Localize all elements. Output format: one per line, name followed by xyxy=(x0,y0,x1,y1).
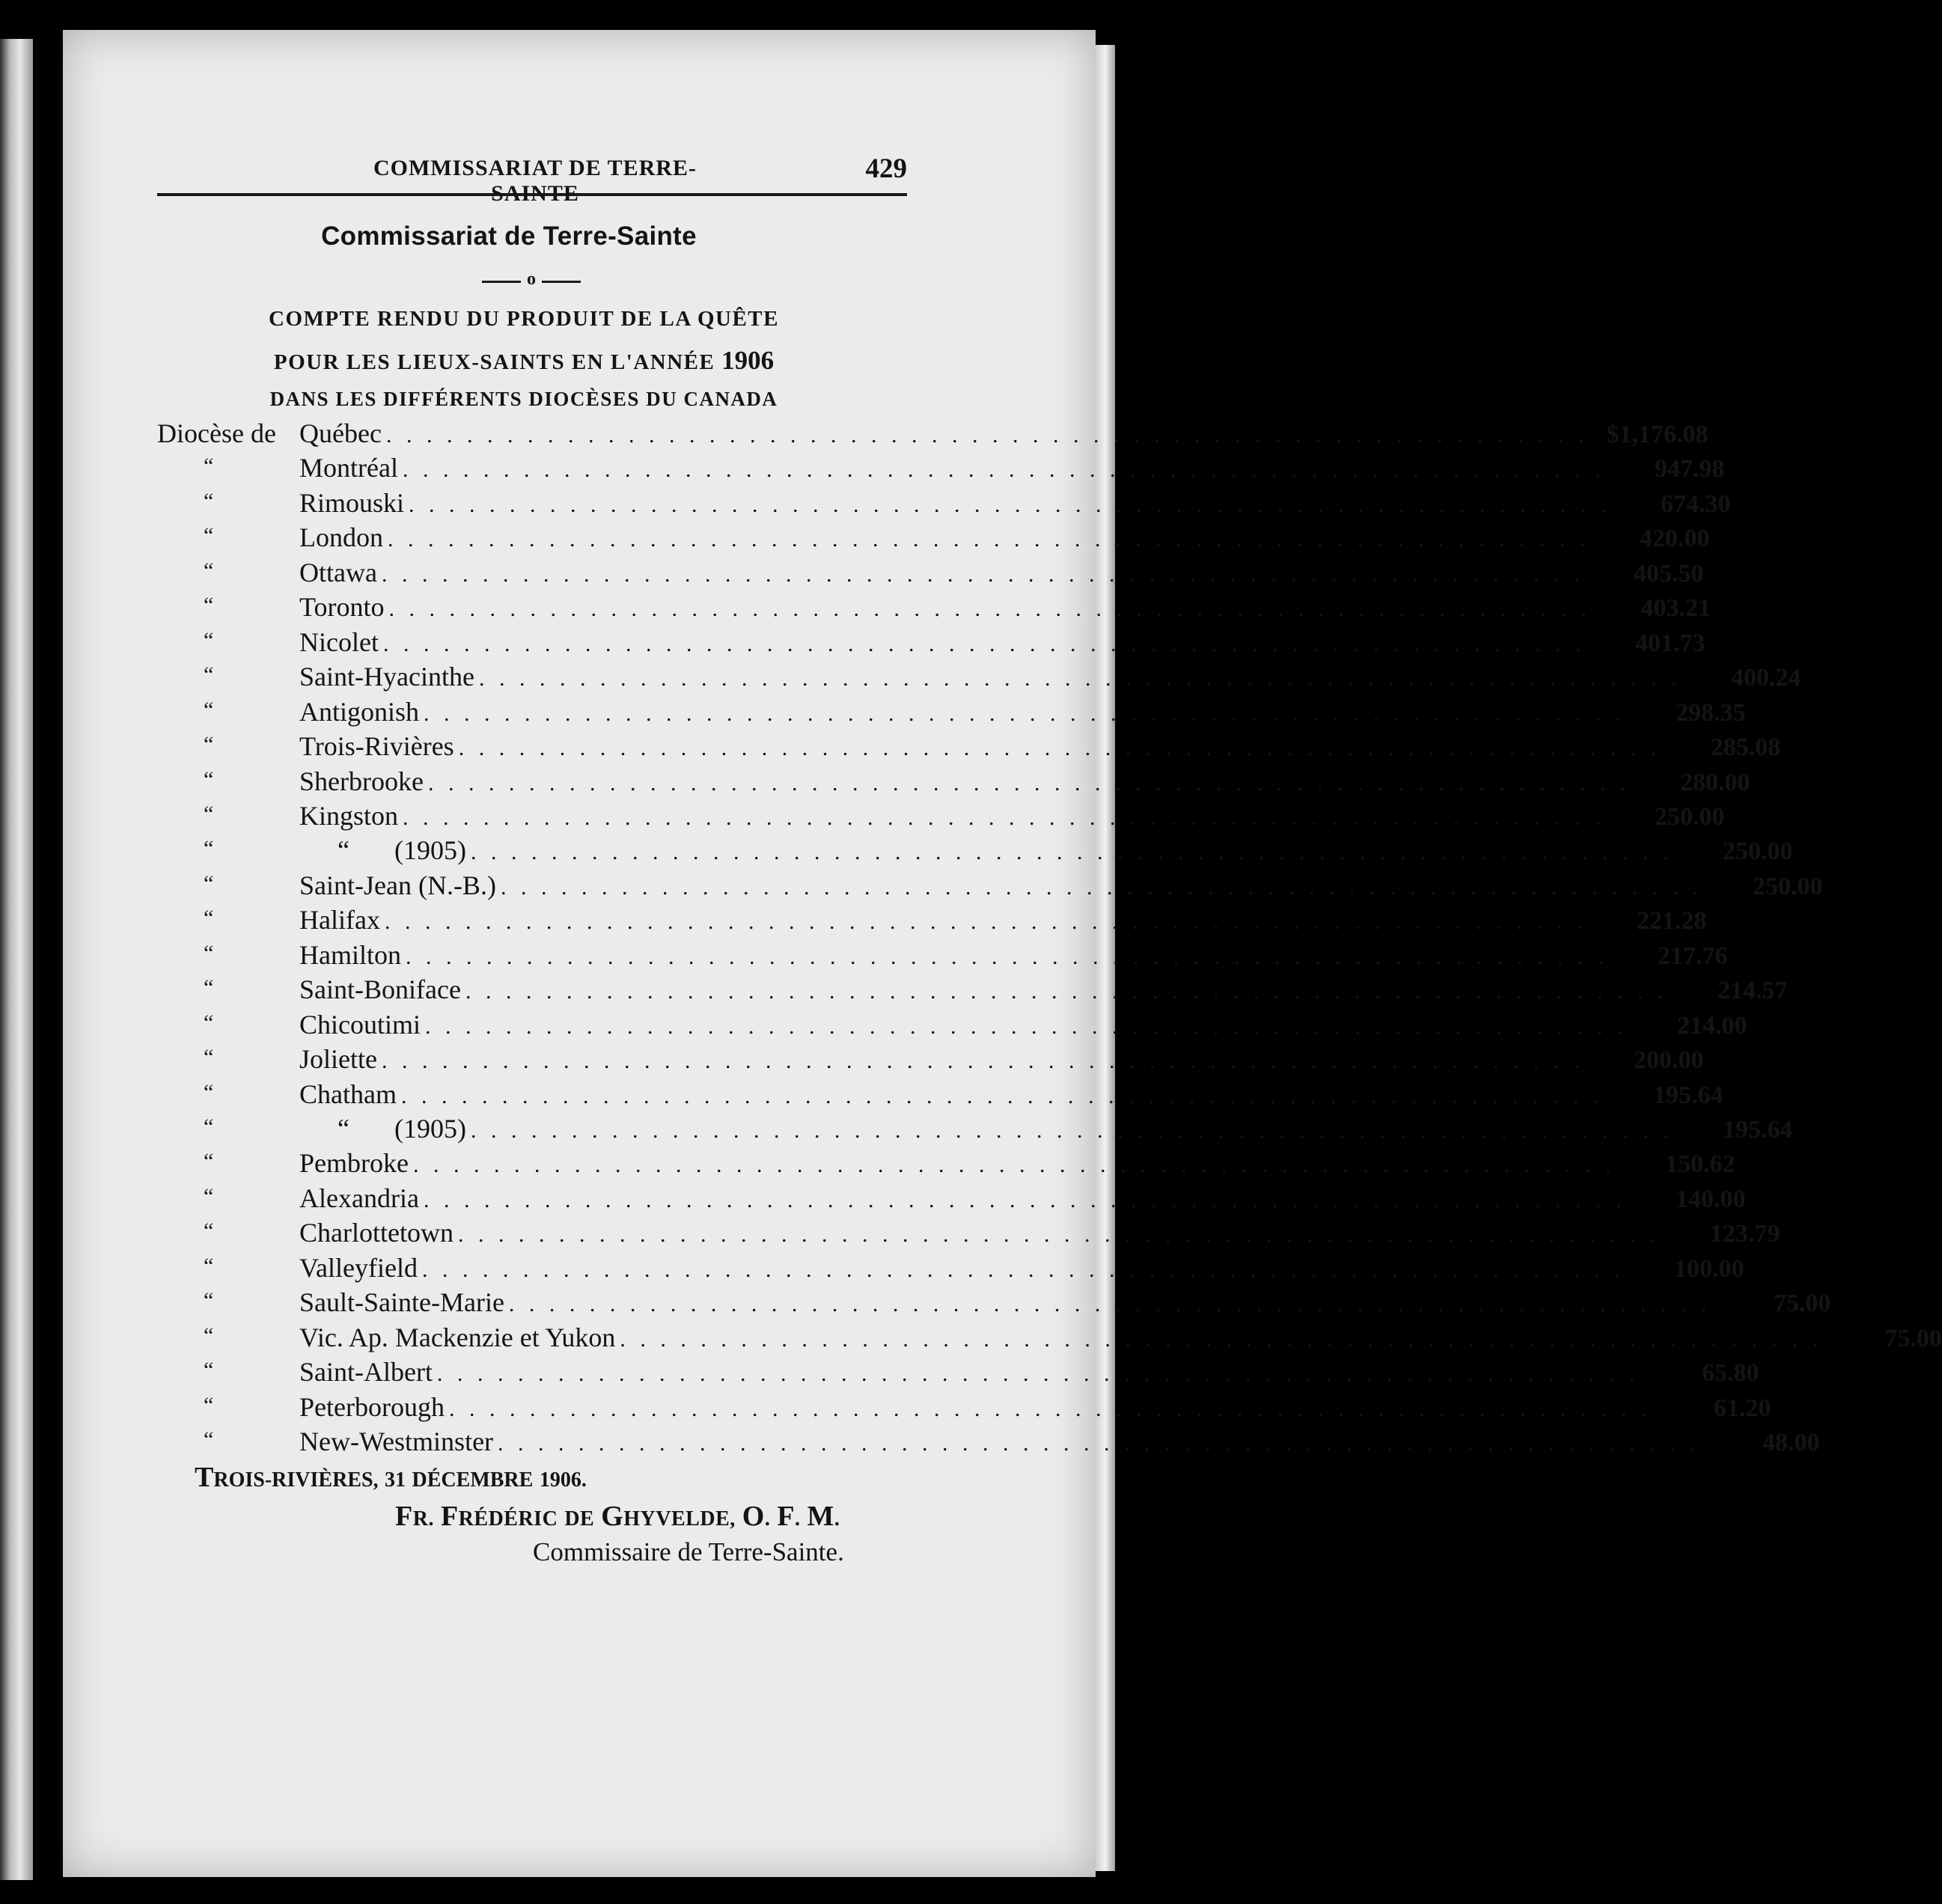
signature: FR. FRÉDÉRIC DE GHYVELDE, O. F. M. xyxy=(395,1501,840,1532)
diocese-name xyxy=(299,833,466,867)
diocese-name: Vic. Ap. Mackenzie et Yukon xyxy=(299,1322,616,1352)
subheading-year: 1906 xyxy=(721,346,775,375)
row-entry xyxy=(299,868,1823,905)
diocese-name: Chicoutimi xyxy=(299,1009,421,1040)
table-row xyxy=(157,451,1725,485)
amount: 217.76 xyxy=(1657,942,1728,970)
signature-title: Commissaire de Terre-Sainte. xyxy=(533,1537,844,1566)
table-row xyxy=(157,1215,1780,1250)
row-entry xyxy=(299,1007,1747,1044)
table-row xyxy=(157,695,1746,729)
ditto-mark: “ xyxy=(204,1253,214,1278)
divider-rule-left xyxy=(482,281,521,283)
ditto-mark: “ xyxy=(204,558,214,583)
amount: 250.00 xyxy=(1752,872,1823,900)
dot-leader: . . . . . . . . . . . . . . . . . . . . . . . . . . . . . . . . . . . . . . . . . . . . . . . . . . . . . . . . . . . . xyxy=(470,840,1673,865)
amount: 140.00 xyxy=(1675,1185,1746,1213)
ditto-mark: “ xyxy=(204,1218,214,1244)
diocese-name: Charlottetown xyxy=(299,1218,454,1248)
ditto-mark: “ xyxy=(204,1079,214,1105)
row-entry xyxy=(299,1355,1759,1391)
amount: 947.98 xyxy=(1654,455,1725,483)
dot-leader: . . . . . . . . . . . . . . . . . . . . . . . . . . . . . . . . . . . . . . . . . . . . . . . . . . . . . . . . . . . . xyxy=(388,527,1590,552)
diocese-name: Toronto xyxy=(299,592,385,623)
ditto-mark: “ xyxy=(204,732,214,757)
row-entry xyxy=(299,729,1781,766)
row-entry xyxy=(299,1111,1793,1148)
row-entry xyxy=(299,1251,1744,1287)
diocese-name: Montréal xyxy=(299,453,398,483)
diocese-name: London xyxy=(299,522,383,553)
row-entry xyxy=(299,659,1801,696)
row-entry xyxy=(299,486,1731,522)
divider-circle: o xyxy=(527,269,536,289)
amount: 214.00 xyxy=(1677,1011,1747,1040)
ditto-mark: “ xyxy=(204,836,214,861)
dot-leader: . . . . . . . . . . . . . . . . . . . . . . . . . . . . . . . . . . . . . . . . . . . . . . . . . . . . . . . . . . . . xyxy=(465,979,1668,1004)
table-row xyxy=(157,1007,1747,1042)
ditto-mark: “ xyxy=(204,662,214,688)
divider-rule-right xyxy=(542,281,581,283)
subheading-line-1: COMPTE RENDU DU PRODUIT DE LA QUÊTE xyxy=(269,307,779,331)
amount: 195.64 xyxy=(1652,1081,1723,1109)
dot-leader: . . . . . . . . . . . . . . . . . . . . . . . . . . . . . . . . . . . . . . . . . . . . . . . . . . . . . . . . . . . . xyxy=(458,736,1661,761)
dot-leader: . . . . . . . . . . . . . . . . . . . . . . . . . . . . . . . . . . . . . . . . . . . . . . . . . . . . . . . . . . . . xyxy=(388,596,1591,622)
amount: 75.00 xyxy=(1773,1290,1831,1318)
dot-leader: . . . . . . . . . . . . . . . . . . . . . . . . . . . . . . . . . . . . . . . . . . . . . . . . . . . . . . . . . . . . xyxy=(421,1257,1625,1282)
ditto-mark: “ xyxy=(204,975,214,1001)
table-row xyxy=(157,764,1750,799)
ditto-mark: “ xyxy=(204,906,214,931)
table-row xyxy=(157,729,1781,763)
row-entry xyxy=(299,938,1728,974)
dot-leader: . . . . . . . . . . . . . . . . . . . . . . . . . . . . . . . . . . . . . . . . . . . . . . . . . . . . . . . . . . . . xyxy=(470,1118,1673,1143)
amount: 298.35 xyxy=(1676,698,1746,727)
ditto-mark: “ xyxy=(204,697,214,722)
table-row xyxy=(157,590,1711,624)
row-entry xyxy=(299,1077,1723,1114)
dot-leader: . . . . . . . . . . . . . . . . . . . . . . . . . . . . . . . . . . . . . . . . . . . . . . . . . . . . . . . . . . . . xyxy=(403,805,1605,830)
ditto-mark: “ xyxy=(204,1392,214,1418)
table-row xyxy=(157,659,1801,694)
ditto-mark: “ xyxy=(204,1010,214,1035)
dot-leader: . . . . . . . . . . . . . . . . . . . . . . . . . . . . . . . . . . . . . . . . . . . . . . . . . . . . . . . . . . . . xyxy=(402,457,1605,483)
row-entry xyxy=(299,1215,1780,1252)
diocese-name: Kingston xyxy=(299,800,399,831)
amount: 280.00 xyxy=(1679,768,1750,796)
row-entry xyxy=(299,1042,1704,1078)
row-entry xyxy=(299,520,1710,557)
dot-leader: . . . . . . . . . . . . . . . . . . . . . . . . . . . . . . . . . . . . . . . . . . . . . . . . . . . . . . . . . . . . xyxy=(498,1431,1700,1456)
amount: $1,176.08 xyxy=(1606,421,1709,448)
section-heading: Commissariat de Terre-Sainte xyxy=(321,222,697,251)
amount: 75.00 xyxy=(1884,1324,1942,1352)
table-row xyxy=(157,1181,1746,1215)
amount: 674.30 xyxy=(1661,489,1731,518)
ditto-mark: “ xyxy=(204,454,214,479)
dot-leader: . . . . . . . . . . . . . . . . . . . . . . . . . . . . . . . . . . . . . . . . . . . . . . . . . . . . . . . . . . . . xyxy=(412,1153,1616,1178)
row-entry xyxy=(299,1181,1746,1218)
diocese-name: New-Westminster xyxy=(299,1427,494,1457)
diocese-name: Saint-Boniface xyxy=(299,974,461,1005)
diocese-name: Nicolet xyxy=(299,626,379,657)
diocese-name: Sherbrooke xyxy=(299,766,424,796)
ditto-mark: “ xyxy=(204,940,214,965)
row-entry xyxy=(299,799,1725,835)
row-entry xyxy=(299,416,1709,453)
diocese-name: Chatham xyxy=(299,1078,397,1109)
table-row xyxy=(157,972,1788,1007)
row-entry xyxy=(299,451,1725,487)
table-row xyxy=(157,1251,1744,1285)
dot-leader: . . . . . . . . . . . . . . . . . . . . . . . . . . . . . . . . . . . . . . . . . . . . . . . . . . . . . . . . . . . . xyxy=(436,1361,1640,1387)
table-row xyxy=(157,1042,1704,1076)
amount: 61.20 xyxy=(1713,1394,1771,1422)
diocese-name: Québec xyxy=(299,418,382,448)
ditto-mark: “ xyxy=(204,488,214,513)
ditto-mark: “ xyxy=(204,1114,214,1139)
table-row xyxy=(157,555,1704,590)
amount: 214.57 xyxy=(1717,977,1788,1005)
table-row xyxy=(157,1390,1771,1424)
table-row xyxy=(157,416,1709,451)
row-entry xyxy=(299,625,1706,662)
diocese-name: Pembroke xyxy=(299,1148,409,1179)
diocese-name: Alexandria xyxy=(299,1183,419,1213)
subheading-line-2 xyxy=(187,346,861,376)
ditto-mark: “ xyxy=(204,627,214,653)
diocese-name: Sault-Sainte-Marie xyxy=(299,1287,504,1318)
ditto-mark: “ xyxy=(204,1322,214,1348)
row-prefix: Diocèse de xyxy=(157,418,276,448)
row-entry xyxy=(299,764,1750,801)
dot-leader: . . . . . . . . . . . . . . . . . . . . . . . . . . . . . . . . . . . . . . . . . . . . . . . . . . . . . . . . . . . . xyxy=(381,561,1584,587)
diocese-name: Hamilton xyxy=(299,939,401,970)
diocese-name: Halifax xyxy=(299,905,380,936)
row-entry xyxy=(299,1320,1942,1357)
ditto-mark: “ xyxy=(204,766,214,792)
table-row xyxy=(157,625,1706,659)
table-row xyxy=(157,1285,1831,1319)
table-row xyxy=(157,903,1707,937)
dot-leader: . . . . . . . . . . . . . . . . . . . . . . . . . . . . . . . . . . . . . . . . . . . . . . . . . . . . . . . . . . . . xyxy=(478,666,1682,692)
row-entry xyxy=(299,833,1793,870)
diocese-name: Joliette xyxy=(299,1044,377,1075)
dot-leader: . . . . . . . . . . . . . . . . . . . . . . . . . . . . . . . . . . . . . . . . . . . . . . . . . . . . . . . . . . . . xyxy=(423,1187,1626,1212)
dot-leader: . . . . . . . . . . . . . . . . . . . . . . . . . . . . . . . . . . . . . . . . . . . . . . . . . . . . . . . . . . . . xyxy=(382,631,1586,656)
diocese-name: Saint-Jean (N.-B.) xyxy=(299,870,496,900)
amount: 250.00 xyxy=(1655,802,1725,831)
dot-leader: . . . . . . . . . . . . . . . . . . . . . . . . . . . . . . . . . . . . . . . . . . . . . . . . . . . . . . . . . . . . xyxy=(425,1013,1628,1039)
dot-leader: . . . . . . . . . . . . . . . . . . . . . . . . . . . . . . . . . . . . . . . . . . . . . . . . . . . . . . . . . . . . xyxy=(405,944,1608,969)
table-row xyxy=(157,833,1793,867)
ditto-mark: “ xyxy=(204,1149,214,1174)
ornament-divider xyxy=(479,270,584,293)
dot-leader: . . . . . . . . . . . . . . . . . . . . . . . . . . . . . . . . . . . . . . . . . . . . . . . . . . . . . . . . . . . . xyxy=(409,492,1611,517)
row-entry xyxy=(299,903,1707,939)
dot-leader: . . . . . . . . . . . . . . . . . . . . . . . . . . . . . . . . . . . . . . . . . . . . . . . . . . . . . . . . . . . . xyxy=(508,1292,1712,1317)
dot-leader: . . . . . . . . . . . . . . . . . . . . . . . . . . . . . . . . . . . . . . . . . . . . . . . . . . . . . . . . . . . . xyxy=(384,909,1587,935)
ditto-mark: “ xyxy=(204,523,214,549)
amount: 100.00 xyxy=(1673,1254,1744,1283)
book-spine xyxy=(0,39,33,1880)
diocese-name: Antigonish xyxy=(299,696,420,727)
row-entry xyxy=(299,590,1711,626)
table-row xyxy=(157,1146,1735,1180)
dot-leader: . . . . . . . . . . . . . . . . . . . . . . . . . . . . . . . . . . . . . . . . . . . . . . . . . . . . . . . . . . . . xyxy=(620,1326,1822,1352)
diocese-name: Peterborough xyxy=(299,1391,445,1422)
amount: 200.00 xyxy=(1633,1046,1704,1075)
diocese-name: Rimouski xyxy=(299,487,405,518)
dot-leader: . . . . . . . . . . . . . . . . . . . . . . . . . . . . . . . . . . . . . . . . . . . . . . . . . . . . . . . . . . . . xyxy=(448,1396,1652,1421)
ditto-mark: “ xyxy=(204,593,214,618)
diocese-name: Ottawa xyxy=(299,557,377,588)
subheading-line-2-text: POUR LES LIEUX-SAINTS EN L'ANNÉE xyxy=(273,350,715,374)
diocese-name-text: (1905) xyxy=(388,835,466,866)
dot-leader: . . . . . . . . . . . . . . . . . . . . . . . . . . . . . . . . . . . . . . . . . . . . . . . . . . . . . . . . . . . . xyxy=(457,1222,1661,1248)
amount: 48.00 xyxy=(1762,1429,1820,1457)
amount: 405.50 xyxy=(1633,559,1704,588)
table-row xyxy=(157,486,1731,520)
dot-leader: . . . . . . . . . . . . . . . . . . . . . . . . . . . . . . . . . . . . . . . . . . . . . . . . . . . . . . . . . . . . xyxy=(381,1049,1584,1074)
ditto-mark: “ xyxy=(204,801,214,826)
ditto-mark: “ xyxy=(338,835,349,866)
table-row xyxy=(157,1355,1759,1389)
dot-leader: . . . . . . . . . . . . . . . . . . . . . . . . . . . . . . . . . . . . . . . . . . . . . . . . . . . . . . . . . . . . xyxy=(427,770,1631,796)
table-row xyxy=(157,1111,1793,1146)
table-row xyxy=(157,799,1725,833)
running-header xyxy=(157,150,907,206)
row-entry xyxy=(299,555,1704,592)
amount: 401.73 xyxy=(1634,629,1706,657)
diocese-name xyxy=(299,1111,466,1146)
row-entry xyxy=(299,1285,1831,1322)
table-row xyxy=(157,868,1823,903)
ditto-mark: “ xyxy=(338,1114,349,1144)
amount: 400.24 xyxy=(1730,664,1801,692)
ditto-mark: “ xyxy=(204,1358,214,1383)
ditto-mark: “ xyxy=(204,1045,214,1070)
table-row xyxy=(157,938,1728,972)
table-row xyxy=(157,520,1710,555)
table-row xyxy=(157,1077,1723,1111)
row-entry xyxy=(299,695,1746,731)
row-entry xyxy=(299,1146,1735,1183)
amount: 65.80 xyxy=(1701,1359,1759,1388)
amount: 403.21 xyxy=(1640,594,1711,623)
diocese-name: Saint-Hyacinthe xyxy=(299,662,474,692)
ditto-mark: “ xyxy=(204,870,214,896)
table-row xyxy=(157,1320,1942,1355)
amount: 195.64 xyxy=(1722,1116,1793,1144)
diocese-name: Valleyfield xyxy=(299,1252,418,1283)
amount: 420.00 xyxy=(1640,525,1710,553)
dot-leader: . . . . . . . . . . . . . . . . . . . . . . . . . . . . . . . . . . . . . . . . . . . . . . . . . . . . . . . . . . . . xyxy=(385,423,1589,448)
amount: 150.62 xyxy=(1664,1150,1735,1179)
amount: 123.79 xyxy=(1709,1220,1780,1248)
ditto-mark: “ xyxy=(204,1427,214,1453)
place-date: TROIS-RIVIÈRES, 31 DÉCEMBRE 1906. xyxy=(195,1462,587,1493)
ditto-mark: “ xyxy=(204,1183,214,1209)
dot-leader: . . . . . . . . . . . . . . . . . . . . . . . . . . . . . . . . . . . . . . . . . . . . . . . . . . . . . . . . . . . . xyxy=(400,1083,1604,1108)
dot-leader: . . . . . . . . . . . . . . . . . . . . . . . . . . . . . . . . . . . . . . . . . . . . . . . . . . . . . . . . . . . . xyxy=(500,874,1703,900)
row-entry xyxy=(299,972,1788,1009)
dot-leader: . . . . . . . . . . . . . . . . . . . . . . . . . . . . . . . . . . . . . . . . . . . . . . . . . . . . . . . . . . . . xyxy=(424,701,1626,726)
diocese-name: Trois-Rivières xyxy=(299,731,454,762)
diocese-name: Saint-Albert xyxy=(299,1357,433,1388)
page-number: 429 xyxy=(865,153,907,184)
subheading-line-3: DANS LES DIFFÉRENTS DIOCÈSES DU CANADA xyxy=(269,388,778,410)
ditto-mark: “ xyxy=(204,1288,214,1313)
amount: 221.28 xyxy=(1636,907,1707,936)
table-row xyxy=(157,1424,1820,1459)
diocese-name-text: (1905) xyxy=(388,1114,466,1144)
amount: 285.08 xyxy=(1710,733,1781,762)
amount: 250.00 xyxy=(1722,837,1793,866)
row-entry xyxy=(299,1390,1771,1427)
row-entry xyxy=(299,1424,1820,1461)
running-title: COMMISSARIAT DE TERRE-SAINTE xyxy=(373,156,697,206)
